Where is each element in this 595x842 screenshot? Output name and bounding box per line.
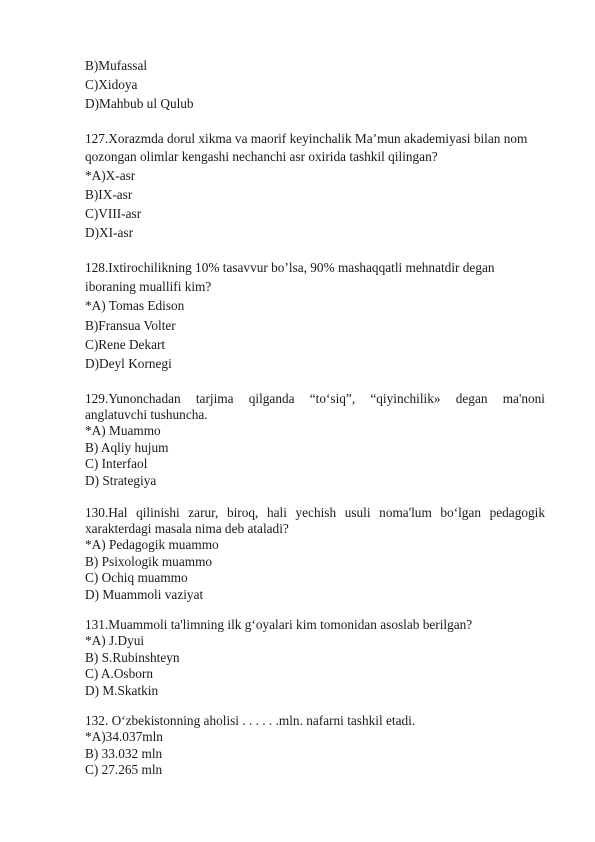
question-131-option-c: C) A.Osborn [85,666,153,681]
question-128-option-c: C)Rene Dekart [85,337,166,352]
option-line: C)Xidoya [85,77,138,92]
question-129-line-2: anglatuvchi tushuncha. [85,407,208,422]
option-line: D)Mahbub ul Qulub [85,96,194,111]
question-128-line-2: iboraning muallifi kim? [85,279,212,294]
question-127-option-a: *A)X-asr [85,168,136,183]
question-127-line-2: qozongan olimlar kengashi nechanchi asr oxirida tashkil qilingan? [85,149,438,164]
question-130-line-1: 130.Hal qilinishi zarur, biroq, hali yechish usuli noma'lum bo‘lgan pedagogik [85,505,545,520]
question-131-option-a: *A) J.Dyui [85,633,145,648]
question-129-option-a: *A) Muammo [85,423,161,438]
question-128-option-b: B)Fransua Volter [85,318,176,333]
question-132-option-a: *A)34.037mln [85,729,163,744]
question-131-option-d: D) M.Skatkin [85,683,159,698]
question-130-option-a: *A) Pedagogik muammo [85,537,219,552]
question-127-option-c: C)VIII-asr [85,206,142,221]
question-129-option-c: C) Interfaol [85,456,148,471]
question-128-option-a: *A) Tomas Edison [85,298,185,313]
question-128-option-d: D)Deyl Kornegi [85,356,172,371]
question-132-option-c: C) 27.265 mln [85,762,163,777]
option-line: B)Mufassal [85,58,148,73]
question-132-option-b: B) 33.032 mln [85,746,163,761]
question-131-option-b: B) S.Rubinshteyn [85,650,180,665]
question-130-option-b: B) Psixologik muammo [85,554,213,569]
question-130-option-c: C) Ochiq muammo [85,570,188,585]
question-128-line-1: 128.Ixtirochilikning 10% tasavvur bo’lsa, 90% mashaqqatli mehnatdir degan [85,260,495,275]
question-129-option-b: B) Aqliy hujum [85,440,169,455]
question-130-option-d: D) Muammoli vaziyat [85,587,204,602]
question-129-line-1: 129.Yunonchadan tarjima qilganda “to‘siq”, “qiyinchilik» degan ma'noni [85,391,545,406]
question-130-line-2: xarakterdagi masala nima deb ataladi? [85,521,289,536]
question-127-line-1: 127.Xorazmda dorul xikma va maorif keyinchalik Ma’mun akademiyasi bilan nom [85,131,528,146]
question-131-line-1: 131.Muammoli ta'limning ilk g‘oyalari kim tomonidan asoslab berilgan? [85,617,473,632]
question-132-line-1: 132. O‘zbekistonning aholisi . . . . . .mln. nafarni tashkil etadi. [85,713,416,728]
question-127-option-d: D)XI-asr [85,225,133,240]
question-129-option-d: D) Strategiya [85,473,157,488]
question-127-option-b: B)IX-asr [85,187,133,202]
